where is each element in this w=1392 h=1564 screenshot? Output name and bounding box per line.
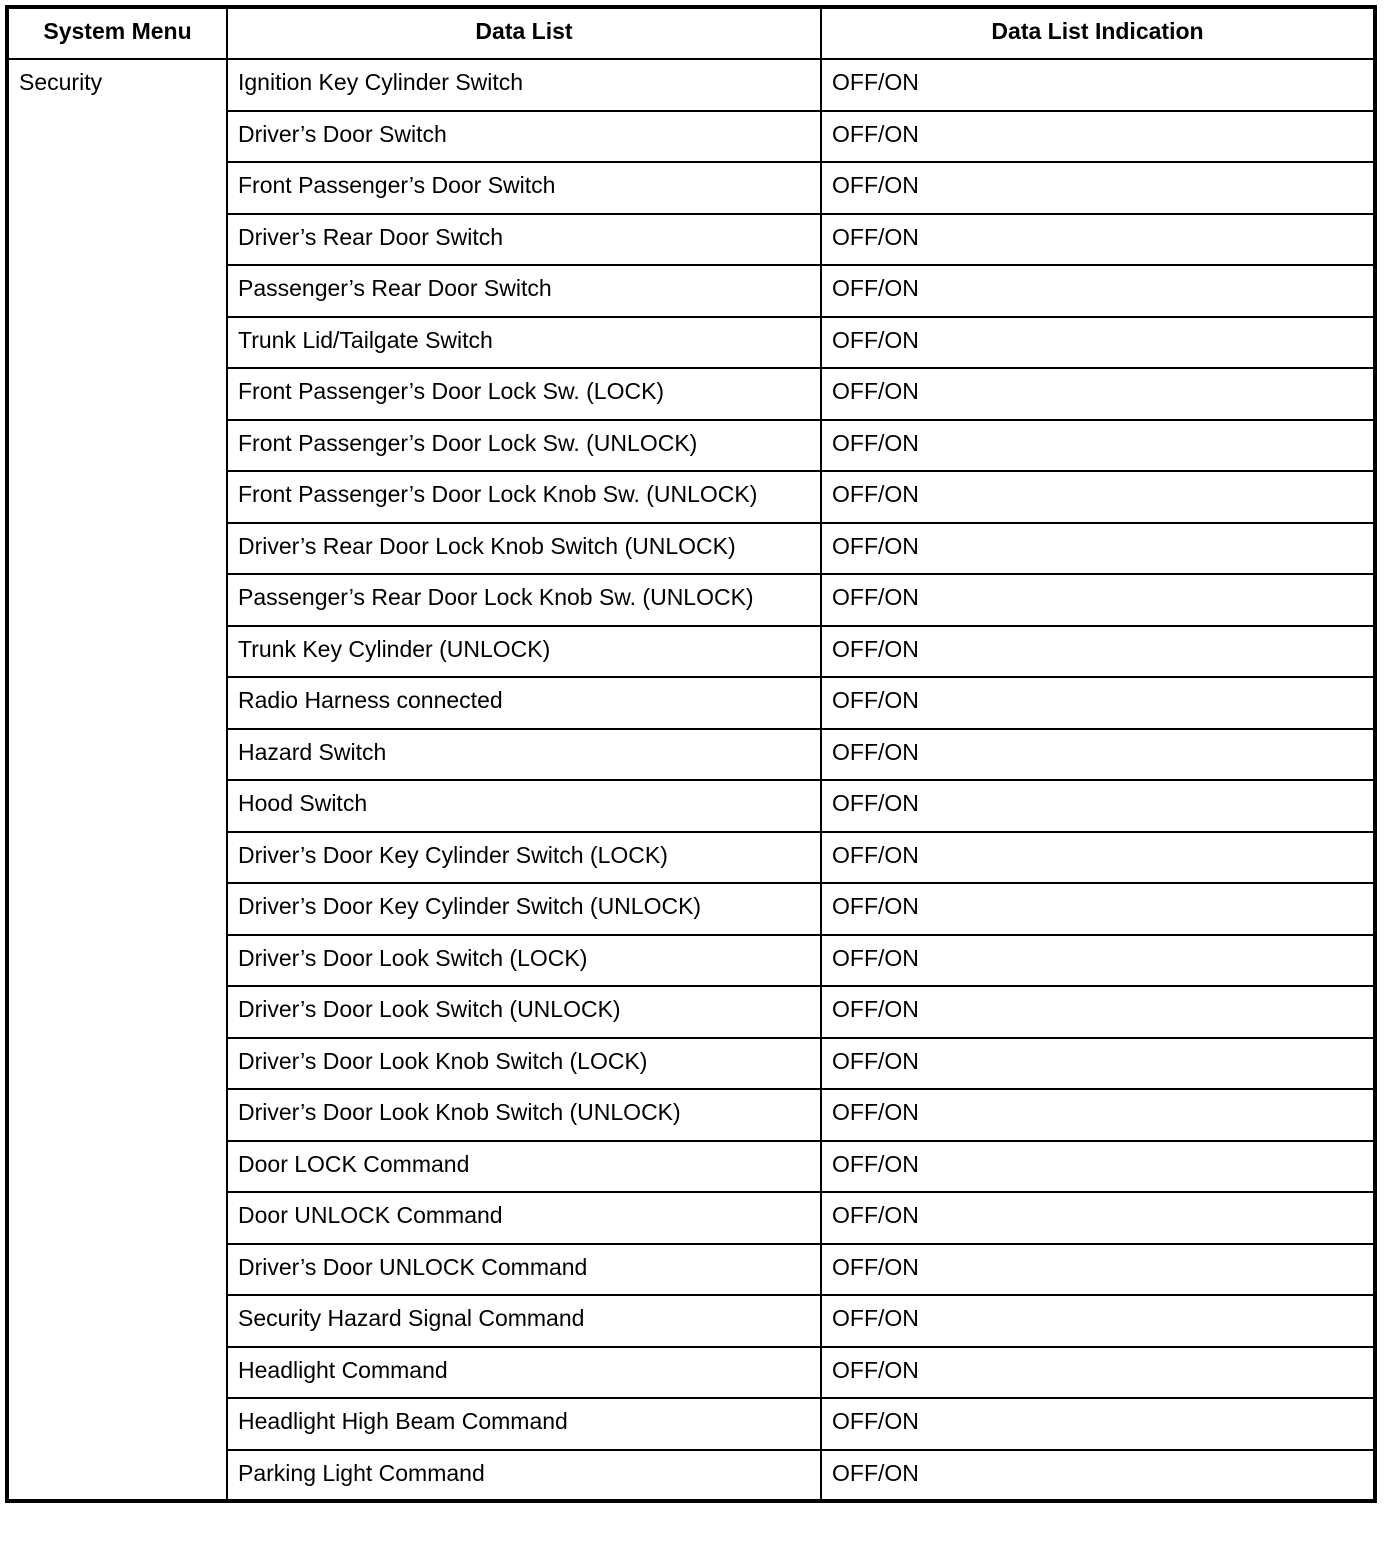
- data-list-indication: OFF/ON: [821, 1141, 1375, 1193]
- data-list-indication: OFF/ON: [821, 1089, 1375, 1141]
- data-list-item: Headlight High Beam Command: [227, 1398, 821, 1450]
- data-list-item: Front Passenger’s Door Lock Knob Sw. (UNLOCK): [227, 471, 821, 523]
- data-list-item: Trunk Lid/Tailgate Switch: [227, 317, 821, 369]
- data-list-indication: OFF/ON: [821, 1450, 1375, 1502]
- header-data-list: Data List: [227, 7, 821, 59]
- data-list-item: Driver’s Door Look Switch (UNLOCK): [227, 986, 821, 1038]
- data-list-item: Door LOCK Command: [227, 1141, 821, 1193]
- data-list-indication: OFF/ON: [821, 729, 1375, 781]
- data-list-item: Driver’s Rear Door Switch: [227, 214, 821, 266]
- data-list-item: Driver’s Door Look Knob Switch (UNLOCK): [227, 1089, 821, 1141]
- data-list-indication: OFF/ON: [821, 1244, 1375, 1296]
- data-list-indication: OFF/ON: [821, 1038, 1375, 1090]
- data-list-indication: OFF/ON: [821, 265, 1375, 317]
- header-row: [7, 7, 1375, 59]
- table-body: [7, 59, 1375, 1501]
- data-list-indication: OFF/ON: [821, 214, 1375, 266]
- data-list-item: Passenger’s Rear Door Switch: [227, 265, 821, 317]
- data-list-indication: OFF/ON: [821, 677, 1375, 729]
- data-list-item: Parking Light Command: [227, 1450, 821, 1502]
- data-list-indication: OFF/ON: [821, 832, 1375, 884]
- data-list-item: Hazard Switch: [227, 729, 821, 781]
- data-list-item: Front Passenger’s Door Lock Sw. (UNLOCK): [227, 420, 821, 472]
- data-list-item: Driver’s Rear Door Lock Knob Switch (UNLOCK): [227, 523, 821, 575]
- header-system-menu: System Menu: [7, 7, 227, 59]
- data-list-item: Front Passenger’s Door Switch: [227, 162, 821, 214]
- data-list-item: Driver’s Door Look Knob Switch (LOCK): [227, 1038, 821, 1090]
- data-list-indication: OFF/ON: [821, 1192, 1375, 1244]
- data-list-indication: OFF/ON: [821, 935, 1375, 987]
- data-list-indication: OFF/ON: [821, 162, 1375, 214]
- table-row: [7, 59, 1375, 111]
- data-list-indication: OFF/ON: [821, 317, 1375, 369]
- data-list-indication: OFF/ON: [821, 574, 1375, 626]
- data-list-item: Trunk Key Cylinder (UNLOCK): [227, 626, 821, 678]
- data-list-item: Security Hazard Signal Command: [227, 1295, 821, 1347]
- data-list-indication: OFF/ON: [821, 1295, 1375, 1347]
- security-data-list-table: [5, 5, 1377, 1503]
- data-list-item: Passenger’s Rear Door Lock Knob Sw. (UNLOCK): [227, 574, 821, 626]
- system-menu-cell: Security: [7, 59, 227, 1501]
- data-list-item: Door UNLOCK Command: [227, 1192, 821, 1244]
- data-list-indication: OFF/ON: [821, 471, 1375, 523]
- data-list-item: Driver’s Door UNLOCK Command: [227, 1244, 821, 1296]
- data-list-indication: OFF/ON: [821, 1398, 1375, 1450]
- data-list-item: Driver’s Door Look Switch (LOCK): [227, 935, 821, 987]
- data-list-indication: OFF/ON: [821, 780, 1375, 832]
- data-list-indication: OFF/ON: [821, 111, 1375, 163]
- data-list-item: Hood Switch: [227, 780, 821, 832]
- data-list-indication: OFF/ON: [821, 368, 1375, 420]
- data-list-item: Headlight Command: [227, 1347, 821, 1399]
- data-list-item: Ignition Key Cylinder Switch: [227, 59, 821, 111]
- data-list-indication: OFF/ON: [821, 986, 1375, 1038]
- header-data-list-indication: Data List Indication: [821, 7, 1375, 59]
- data-list-item: Driver’s Door Key Cylinder Switch (LOCK): [227, 832, 821, 884]
- data-list-indication: OFF/ON: [821, 59, 1375, 111]
- data-list-indication: OFF/ON: [821, 420, 1375, 472]
- data-list-indication: OFF/ON: [821, 626, 1375, 678]
- data-list-indication: OFF/ON: [821, 1347, 1375, 1399]
- data-list-indication: OFF/ON: [821, 523, 1375, 575]
- data-list-indication: OFF/ON: [821, 883, 1375, 935]
- data-list-item: Radio Harness connected: [227, 677, 821, 729]
- data-list-item: Front Passenger’s Door Lock Sw. (LOCK): [227, 368, 821, 420]
- data-list-item: Driver’s Door Key Cylinder Switch (UNLOCK): [227, 883, 821, 935]
- data-list-item: Driver’s Door Switch: [227, 111, 821, 163]
